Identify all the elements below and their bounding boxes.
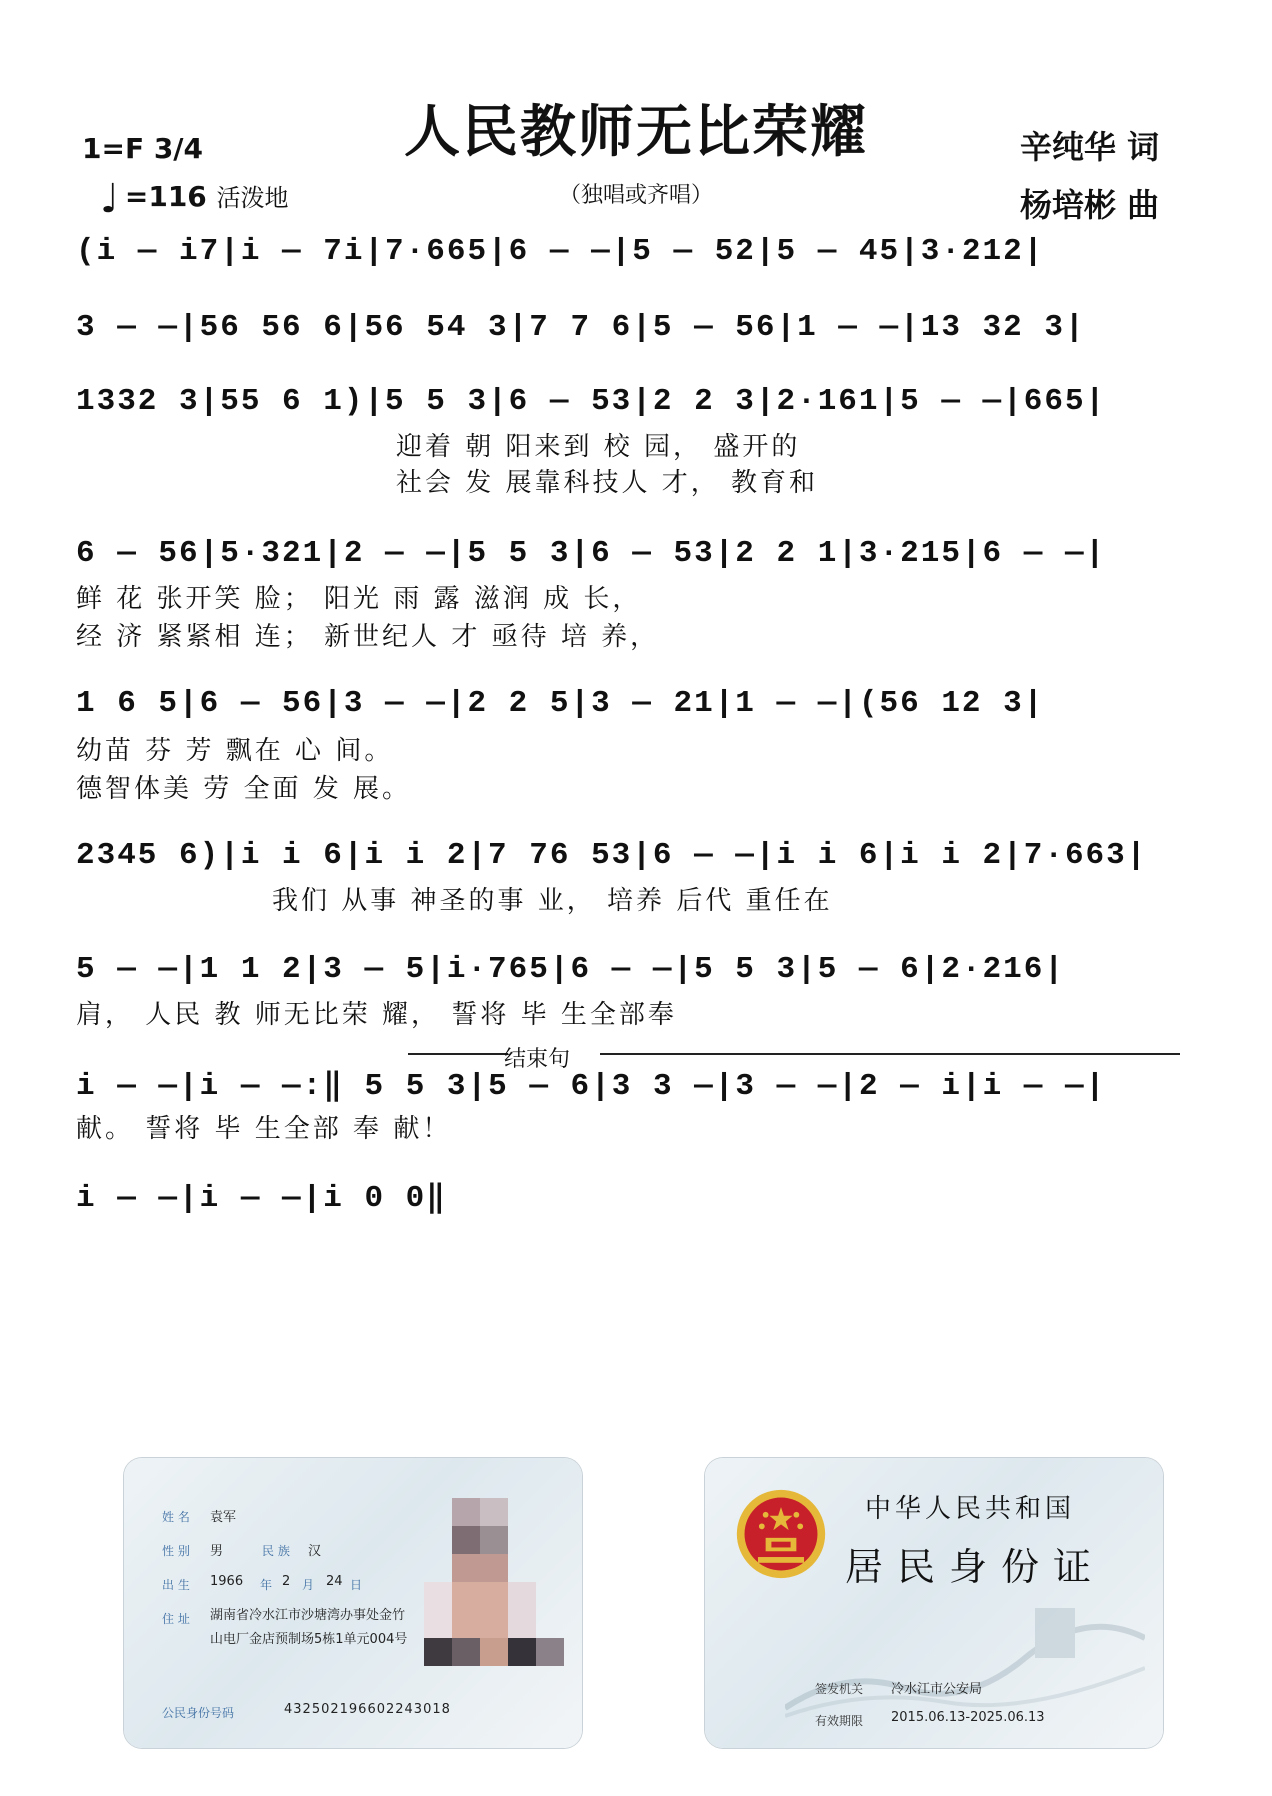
validity-label: 有效期限 — [815, 1714, 864, 1728]
birth-month: 2 — [282, 1574, 291, 1589]
tempo-expression: 活泼地 — [216, 184, 289, 212]
validity-value: 2015.06.13-2025.06.13 — [891, 1710, 1045, 1725]
score-line-8: i — —|i — —:‖ 5 5 3|5 — 6|3 3 —|3 — —|2 — i|i — —| — [76, 1069, 1107, 1104]
quarter-note-icon: ♩ — [100, 176, 119, 222]
lyric-line-3b: 社会 发 展靠科技人 才， 教育和 — [396, 468, 819, 498]
address-value: 湖南省冷水江市沙塘湾办事处金竹山电厂金店预制场5栋1单元004号 — [210, 1608, 408, 1647]
sex-label: 性 别 — [162, 1544, 190, 1558]
card-title: 居民身份证 — [845, 1545, 1106, 1589]
end-phrase-label: 结束句 — [504, 1047, 571, 1072]
birth-year: 1966 — [210, 1574, 244, 1589]
lyric-line-5b: 德智体美 劳 全面 发 展。 — [76, 774, 412, 804]
day-unit: 日 — [350, 1578, 363, 1592]
address-label: 住 址 — [162, 1612, 190, 1626]
end-phrase-bracket-right — [600, 1053, 1180, 1055]
composer-credit: 杨培彬 曲 — [1020, 186, 1160, 224]
lyricist-credit: 辛纯华 词 — [1020, 128, 1160, 166]
great-wall-icon — [785, 1598, 1145, 1718]
id-card-front — [124, 1458, 582, 1748]
lyric-line-6: 我们 从事 神圣的事 业， 培养 后代 重任在 — [272, 886, 833, 916]
id-number-value: 432502196602243018 — [284, 1702, 451, 1717]
score-line-7: 5 — —|1 1 2|3 — 5|i·765|6 — —|5 5 3|5 — 6|2·216| — [76, 952, 1065, 987]
pixelated-photo — [424, 1488, 564, 1714]
score-line-2: 3 — —|56 56 6|56 54 3|7 7 6|5 — 56|1 — —|13 32 3| — [76, 310, 1086, 345]
score-line-6: 2345 6)|i i 6|i i 2|7 76 53|6 — —|i i 6|i i 2|7·663| — [76, 838, 1148, 873]
lyric-line-4b: 经 济 紧紧相 连； 新世纪人 才 亟待 培 养， — [76, 622, 660, 652]
tempo-marking — [100, 176, 289, 222]
birth-day: 24 — [326, 1574, 343, 1589]
name-value: 袁军 — [210, 1510, 237, 1525]
key-signature: 1=F 3/4 — [82, 132, 204, 165]
country-name: 中华人民共和国 — [865, 1494, 1076, 1524]
score-line-5: 1 6 5|6 — 56|3 — —|2 2 5|3 — 21|1 — —|(56 12 3| — [76, 686, 1045, 721]
lyric-line-4a: 鲜 花 张开笑 脸； 阳光 雨 露 滋润 成 长， — [76, 584, 642, 614]
performance-note: （独唱或齐唱） — [558, 183, 713, 208]
end-phrase-bracket-left — [408, 1053, 508, 1055]
month-unit: 月 — [302, 1578, 315, 1592]
birth-label: 出 生 — [162, 1578, 190, 1592]
score-line-9: i — —|i — —|i 0 0‖ — [76, 1181, 447, 1216]
lyric-line-5a: 幼苗 芬 芳 飘在 心 间。 — [76, 736, 394, 766]
lyric-line-7: 肩， 人民 教 师无比荣 耀， 誓将 毕 生全部奉 — [76, 1000, 677, 1030]
score-line-1: (i — i7|i — 7i|7·665|6 — —|5 — 52|5 — 45|3·212| — [76, 234, 1045, 269]
tempo-value: =116 — [124, 180, 207, 213]
song-title: 人民教师无比荣耀 — [404, 99, 868, 165]
ethnic-value: 汉 — [308, 1544, 322, 1559]
score-line-3: 1332 3|55 6 1)|5 5 3|6 — 53|2 2 3|2·161|5 — —|665| — [76, 384, 1107, 419]
id-card-back — [705, 1458, 1163, 1748]
authority-label: 签发机关 — [815, 1682, 864, 1696]
authority-value: 冷水江市公安局 — [891, 1682, 983, 1697]
sex-value: 男 — [210, 1544, 224, 1559]
lyric-line-3a: 迎着 朝 阳来到 校 园， 盛开的 — [396, 432, 801, 462]
national-emblem-icon — [733, 1486, 829, 1582]
ethnic-label: 民 族 — [262, 1544, 290, 1558]
lyric-line-8: 献。 誓将 毕 生全部 奉 献！ — [76, 1114, 452, 1144]
score-line-4: 6 — 56|5·321|2 — —|5 5 3|6 — 53|2 2 1|3·215|6 — —| — [76, 536, 1107, 571]
name-label: 姓 名 — [162, 1510, 190, 1524]
id-number-label: 公民身份号码 — [162, 1706, 235, 1720]
year-unit: 年 — [260, 1578, 273, 1592]
